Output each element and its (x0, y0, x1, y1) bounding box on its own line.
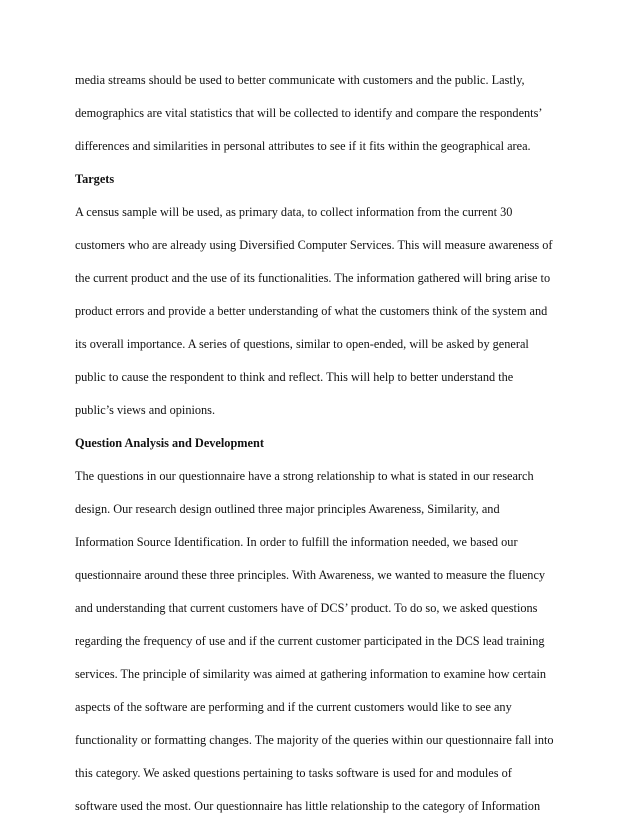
document-page (75, 64, 575, 823)
paragraph-line: Information Source Identification. In order to fulfill the information needed, we based our (75, 535, 518, 549)
paragraph-line: public to cause the respondent to think and reflect. This will help to better understand the (75, 370, 514, 384)
paragraph-line: media streams should be used to better communicate with customers and the public. Lastly, (75, 73, 525, 87)
paragraph-line: A census sample will be used, as primary data, to collect information from the current 30 (75, 205, 513, 219)
paragraph-line: software used the most. Our questionnaire has little relationship to the category of Information (75, 799, 541, 813)
paragraph-line: services. The principle of similarity was aimed at gathering information to examine how certain (75, 667, 547, 681)
paragraph-line: demographics are vital statistics that will be collected to identify and compare the respondents’ (75, 106, 543, 120)
paragraph-line: customers who are already using Diversified Computer Services. This will measure awareness of (75, 238, 553, 252)
paragraph-line: product errors and provide a better understanding of what the customers think of the system and (75, 304, 548, 318)
paragraph-line: differences and similarities in personal attributes to see if it fits within the geographical area. (75, 139, 531, 153)
paragraph-line: regarding the frequency of use and if the current customer participated in the DCS lead training (75, 634, 545, 648)
paragraph-line: questionnaire around these three principles. With Awareness, we wanted to measure the fluency (75, 568, 546, 582)
paragraph-line: and understanding that current customers have of DCS’ product. To do so, we asked questions (75, 601, 538, 615)
paragraph-line: The questions in our questionnaire have a strong relationship to what is stated in our research (75, 469, 534, 483)
section-heading-question-analysis: Question Analysis and Development (75, 436, 264, 450)
paragraph-line: design. Our research design outlined three major principles Awareness, Similarity, and (75, 502, 500, 516)
paragraph-line: its overall importance. A series of questions, similar to open-ended, will be asked by general (75, 337, 529, 351)
paragraph-line: public’s views and opinions. (75, 403, 216, 417)
paragraph-line: aspects of the software are performing and if the current customers would like to see any (75, 700, 512, 714)
paragraph-line: functionality or formatting changes. The majority of the queries within our questionnaire fall into (75, 733, 554, 747)
paragraph-line: this category. We asked questions pertaining to tasks software is used for and modules of (75, 766, 512, 780)
section-heading-targets: Targets (75, 172, 115, 186)
paragraph-line: the current product and the use of its functionalities. The information gathered will bring arise to (75, 271, 551, 285)
